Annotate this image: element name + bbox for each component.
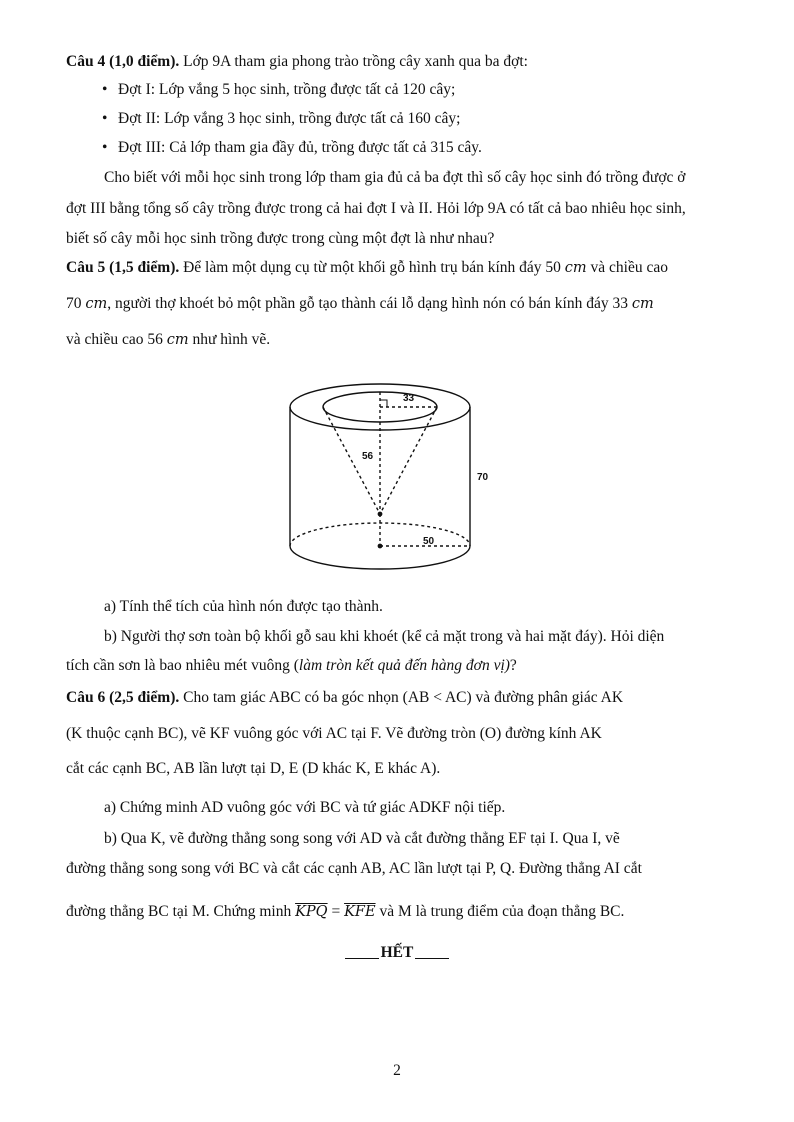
label-cylinder-radius: 50 bbox=[423, 536, 435, 547]
q4-bullet-2: • Đợt II: Lớp vắng 3 học sinh, trồng được tất cả 160 cây; bbox=[102, 109, 460, 129]
cylinder-cone-figure bbox=[280, 378, 508, 578]
q4-bullet-1: • Đợt I: Lớp vắng 5 học sinh, trồng được tất cả 120 cây; bbox=[102, 80, 455, 100]
label-cone-radius: 33 bbox=[403, 393, 415, 404]
q4-para-1: Cho biết với mỗi học sinh trong lớp tham gia đủ cả ba đợt thì số cây học sinh đó trồng được ở bbox=[104, 169, 686, 186]
q5-part-b-2: tích cần sơn là bao nhiêu mét vuông (làm tròn kết quả đến hàng đơn vị)? bbox=[66, 657, 517, 674]
q5-part-a: a) Tính thể tích của hình nón được tạo thành. bbox=[104, 598, 383, 615]
q6-part-b-1: b) Qua K, vẽ đường thẳng song song với AD và cắt đường thẳng EF tại I. Qua I, vẽ bbox=[104, 830, 620, 847]
arc-kpq: $\overline{KPQ}$ bbox=[295, 904, 328, 920]
q4-heading: Câu 4 (1,0 điểm). bbox=[66, 53, 180, 70]
label-cylinder-height: 70 bbox=[477, 472, 489, 483]
cylinder-bottom-front bbox=[290, 546, 470, 569]
label-cone-height: 56 bbox=[362, 451, 374, 462]
q6-part-a: a) Chứng minh AD vuông góc với BC và tứ giác ADKF nội tiếp. bbox=[104, 799, 506, 816]
page-number: 2 bbox=[393, 1062, 401, 1079]
arc-kfe: $\overline{KFE}$ bbox=[344, 904, 376, 920]
q6-line-1: Câu 6 (2,5 điểm). Cho tam giác ABC có ba góc nhọn (AB < AC) và đường phân giác AK bbox=[66, 689, 624, 706]
q4-text: Lớp 9A tham gia phong trào trồng cây xanh qua ba đợt: bbox=[179, 53, 528, 70]
q4-bullet-3: • Đợt III: Cả lớp tham gia đầy đủ, trồng được tất cả 315 cây. bbox=[102, 138, 482, 158]
q6-line-3: cắt các cạnh BC, AB lần lượt tại D, E (D khác K, E khác A). bbox=[66, 760, 441, 777]
q5-part-b-1: b) Người thợ sơn toàn bộ khối gỗ sau khi khoét (kể cả mặt trong và hai mặt đáy). Hỏi diện bbox=[104, 628, 665, 645]
q6-part-b-2: đường thẳng song song với BC và cắt các cạnh AB, AC lần lượt tại P, Q. Đường thẳng AI cắt bbox=[66, 860, 642, 877]
q6-line-2: (K thuộc cạnh BC), vẽ KF vuông góc với AC tại F. Vẽ đường tròn (O) đường kính AK bbox=[66, 725, 602, 742]
q6-heading: Câu 6 (2,5 điểm). bbox=[66, 689, 180, 706]
cone-right-edge bbox=[380, 407, 437, 514]
end-marker: HẾT bbox=[0, 944, 794, 962]
cone-apex-point bbox=[378, 512, 383, 517]
q5-line-1: Câu 5 (1,5 điểm). Để làm một dụng cụ từ một khối gỗ hình trụ bán kính đáy 50 cm và chiều cao bbox=[66, 259, 668, 276]
q4-para-3: biết số cây mỗi học sinh trồng được trong cùng một đợt là như nhau? bbox=[66, 230, 495, 247]
right-angle-mark bbox=[380, 400, 387, 407]
q5-line-2: 70 cm, người thợ khoét bỏ một phần gỗ tạo thành cái lỗ dạng hình nón có bán kính đáy 33 cm bbox=[66, 295, 654, 312]
q5-line-3: và chiều cao 56 cm như hình vẽ. bbox=[66, 331, 271, 348]
q4-para-2: đợt III bằng tổng số cây trồng được trong cả hai đợt I và II. Hỏi lớp 9A có tất cả bao nhiêu học sinh, bbox=[66, 200, 686, 217]
q6-part-b-3: đường thẳng BC tại M. Chứng minh $\overline{KPQ} = \overline{KFE}$ và M là trung điểm của đoạn thẳng BC. bbox=[66, 903, 625, 920]
q4-intro bbox=[66, 52, 736, 72]
q5-heading: Câu 5 (1,5 điểm). bbox=[66, 259, 180, 276]
bottom-center-point bbox=[378, 544, 383, 549]
